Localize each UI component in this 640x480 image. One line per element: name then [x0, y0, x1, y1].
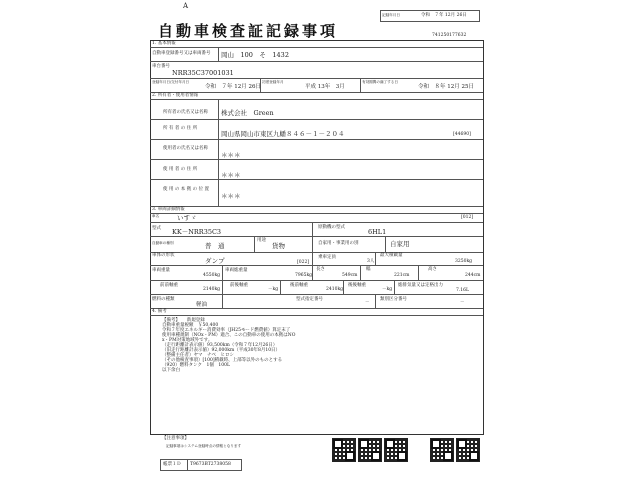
- user-address-value: ＊＊＊: [221, 171, 241, 179]
- qr-code-3: [384, 438, 408, 462]
- gross-weight-value: 7965kg: [295, 273, 313, 278]
- note-line: （走行距離計表示値）93,500km（令和７年12月26日）: [162, 343, 278, 348]
- capacity-value: 3人: [367, 259, 375, 264]
- business-value: 自家用: [390, 240, 410, 248]
- front-axle-value: 2140kg: [203, 287, 221, 292]
- user-name-value: ＊＊＊: [221, 151, 241, 159]
- engine-label: 原動機の型式: [318, 225, 345, 230]
- section-basic-label: 1. 基本情報: [152, 41, 176, 46]
- rear-rear-axle-value: －kg: [382, 287, 393, 292]
- height-label: 高さ: [428, 267, 437, 272]
- record-date-value: 令和 ７年 12月 26日: [421, 13, 467, 18]
- length-label: 長さ: [316, 267, 325, 272]
- owner-name-label: 所有者の氏名又は名称: [163, 110, 208, 115]
- engine-value: 6HL1: [368, 228, 387, 236]
- kind-value: 普 通: [205, 242, 225, 250]
- chassis-value: NRR35C37001031: [172, 69, 234, 77]
- displacement-label: 総排気量又は定格出力: [398, 283, 443, 288]
- base-location-value: ＊＊＊: [221, 192, 241, 200]
- fuel-value: 軽油: [196, 302, 208, 308]
- height-value: 244cm: [465, 273, 481, 278]
- rear-front-axle-value: 2410kg: [326, 287, 344, 292]
- rear-rear-axle-label: 後後軸重: [348, 283, 366, 288]
- note-line: 令和７年度エネルギー消費効率（JH25モード燃費値）算定末了: [162, 328, 291, 333]
- expiry-value: 令和 ８年 12月 25日: [418, 84, 474, 90]
- notice-label: 【注意事項】: [162, 436, 189, 441]
- record-date-label: 記録年月日: [382, 13, 400, 17]
- qr-code-1: [332, 438, 356, 462]
- first-reg-value: 令和 ７年 12月 26日: [205, 84, 261, 90]
- weight-label: 車両重量: [152, 268, 170, 273]
- qr-code-5: [456, 438, 480, 462]
- reg-number-label: 自動車登録番号又は車両番号: [152, 51, 211, 56]
- expiry-label: 有効期間の満了する日: [362, 80, 398, 84]
- note-line: （旧走行距離計表示値）92,000km（平成30年8月10日）: [162, 348, 281, 353]
- user-address-label: 使 用 者 の 住 所: [163, 167, 198, 172]
- form-id-value: T9673BT2738058: [190, 462, 231, 467]
- model-value: KK－NRR35C3: [172, 228, 222, 236]
- base-location-label: 使 用 の 本 拠 の 位 置: [163, 187, 210, 192]
- body-value: ダンプ: [205, 257, 225, 265]
- notice-text: 記録事項はシステム登録時点の情報となります: [166, 444, 242, 448]
- note-line: 以下余白: [162, 368, 180, 373]
- max-load-value: 3250kg: [455, 259, 473, 264]
- width-value: 221cm: [394, 273, 410, 278]
- weight-value: 4550kg: [203, 273, 221, 278]
- capacity-label: 乗車定員: [318, 255, 336, 260]
- owner-address-value: 岡山県岡山市東区九蟠８４６－１－２０４: [221, 130, 345, 138]
- gross-weight-label: 車両総重量: [225, 268, 248, 273]
- business-label: 自家用・事業用の別: [318, 241, 359, 246]
- kind-label: 自動車の種別: [152, 241, 174, 245]
- max-load-label: 最大積載量: [380, 253, 403, 258]
- record-date-box: [380, 10, 480, 22]
- length-value: 549cm: [342, 273, 358, 278]
- body-label: 車体の形状: [152, 253, 175, 258]
- category-value: －: [460, 300, 465, 305]
- fr-axle-value: －kg: [268, 287, 279, 292]
- notes-block: [162, 318, 295, 373]
- note-line: x・PM対策地域外です。: [162, 338, 213, 343]
- user-name-label: 使用者の氏名又は名称: [163, 146, 208, 151]
- designation-value: －: [365, 300, 370, 305]
- section-notes-label: 4. 備考: [152, 309, 167, 314]
- form-id-label: 帳票１Ｄ: [163, 462, 181, 467]
- note-line: 使用車種規制（NOx・PM）適合、この自動車の使用の本拠はNO: [162, 333, 296, 338]
- front-axle-label: 前前軸重: [160, 283, 178, 288]
- first-reg-label: 登録年月日/交付年月日: [152, 80, 190, 84]
- maker-code: [012]: [461, 215, 474, 220]
- body-code: [022]: [297, 260, 310, 265]
- qr-code-2: [358, 438, 382, 462]
- chassis-label: 車台番号: [152, 64, 170, 69]
- reg-number-value: 岡山 100 そ 1432: [221, 51, 289, 59]
- owner-address-label: 所 有 者 の 住 所: [163, 126, 198, 131]
- rear-front-axle-label: 後前軸重: [290, 283, 308, 288]
- use-label: 用途: [257, 238, 266, 243]
- note-line: （920）燃料タンク 1個 100L: [162, 363, 230, 368]
- header-letter: A: [183, 2, 189, 10]
- note-line: 【備考】 新規登録: [162, 318, 205, 323]
- form-id-box: [160, 459, 242, 471]
- owner-address-code: [44690]: [453, 132, 471, 137]
- designation-label: 型式指定番号: [296, 297, 323, 302]
- maker-label: 車名: [152, 214, 160, 218]
- fuel-label: 燃料の種類: [152, 297, 175, 302]
- doc-number: 741250177632: [432, 33, 467, 38]
- width-label: 幅: [366, 267, 371, 272]
- section-vehicle-label: 3. 車両詳細情報: [152, 207, 185, 212]
- category-label: 類別区分番号: [380, 297, 407, 302]
- fr-axle-label: 前後軸重: [230, 283, 248, 288]
- note-line: 自動車重量税額 ￥50,400: [162, 323, 219, 328]
- owner-name-value: 株式会社 Green: [221, 109, 274, 117]
- section-owner-label: 2. 所有者・使用者情報: [152, 93, 199, 98]
- maker-value: いすゞ: [177, 214, 197, 222]
- note-line: （整備主任者）ヤマ ナベ ヒロシ: [162, 353, 234, 358]
- model-label: 型式: [152, 226, 161, 231]
- note-line: （その他検査事項）[100]積載時、上部等以外のものとする: [162, 358, 283, 363]
- first-year-value: 平成 13年 3月: [305, 84, 345, 90]
- document-title: 自動車検査証記録事項: [158, 22, 339, 40]
- first-year-label: 初度登録年月: [262, 80, 284, 84]
- use-value: 貨物: [272, 242, 285, 250]
- qr-code-4: [430, 438, 454, 462]
- displacement-value: 7.16L: [456, 288, 470, 293]
